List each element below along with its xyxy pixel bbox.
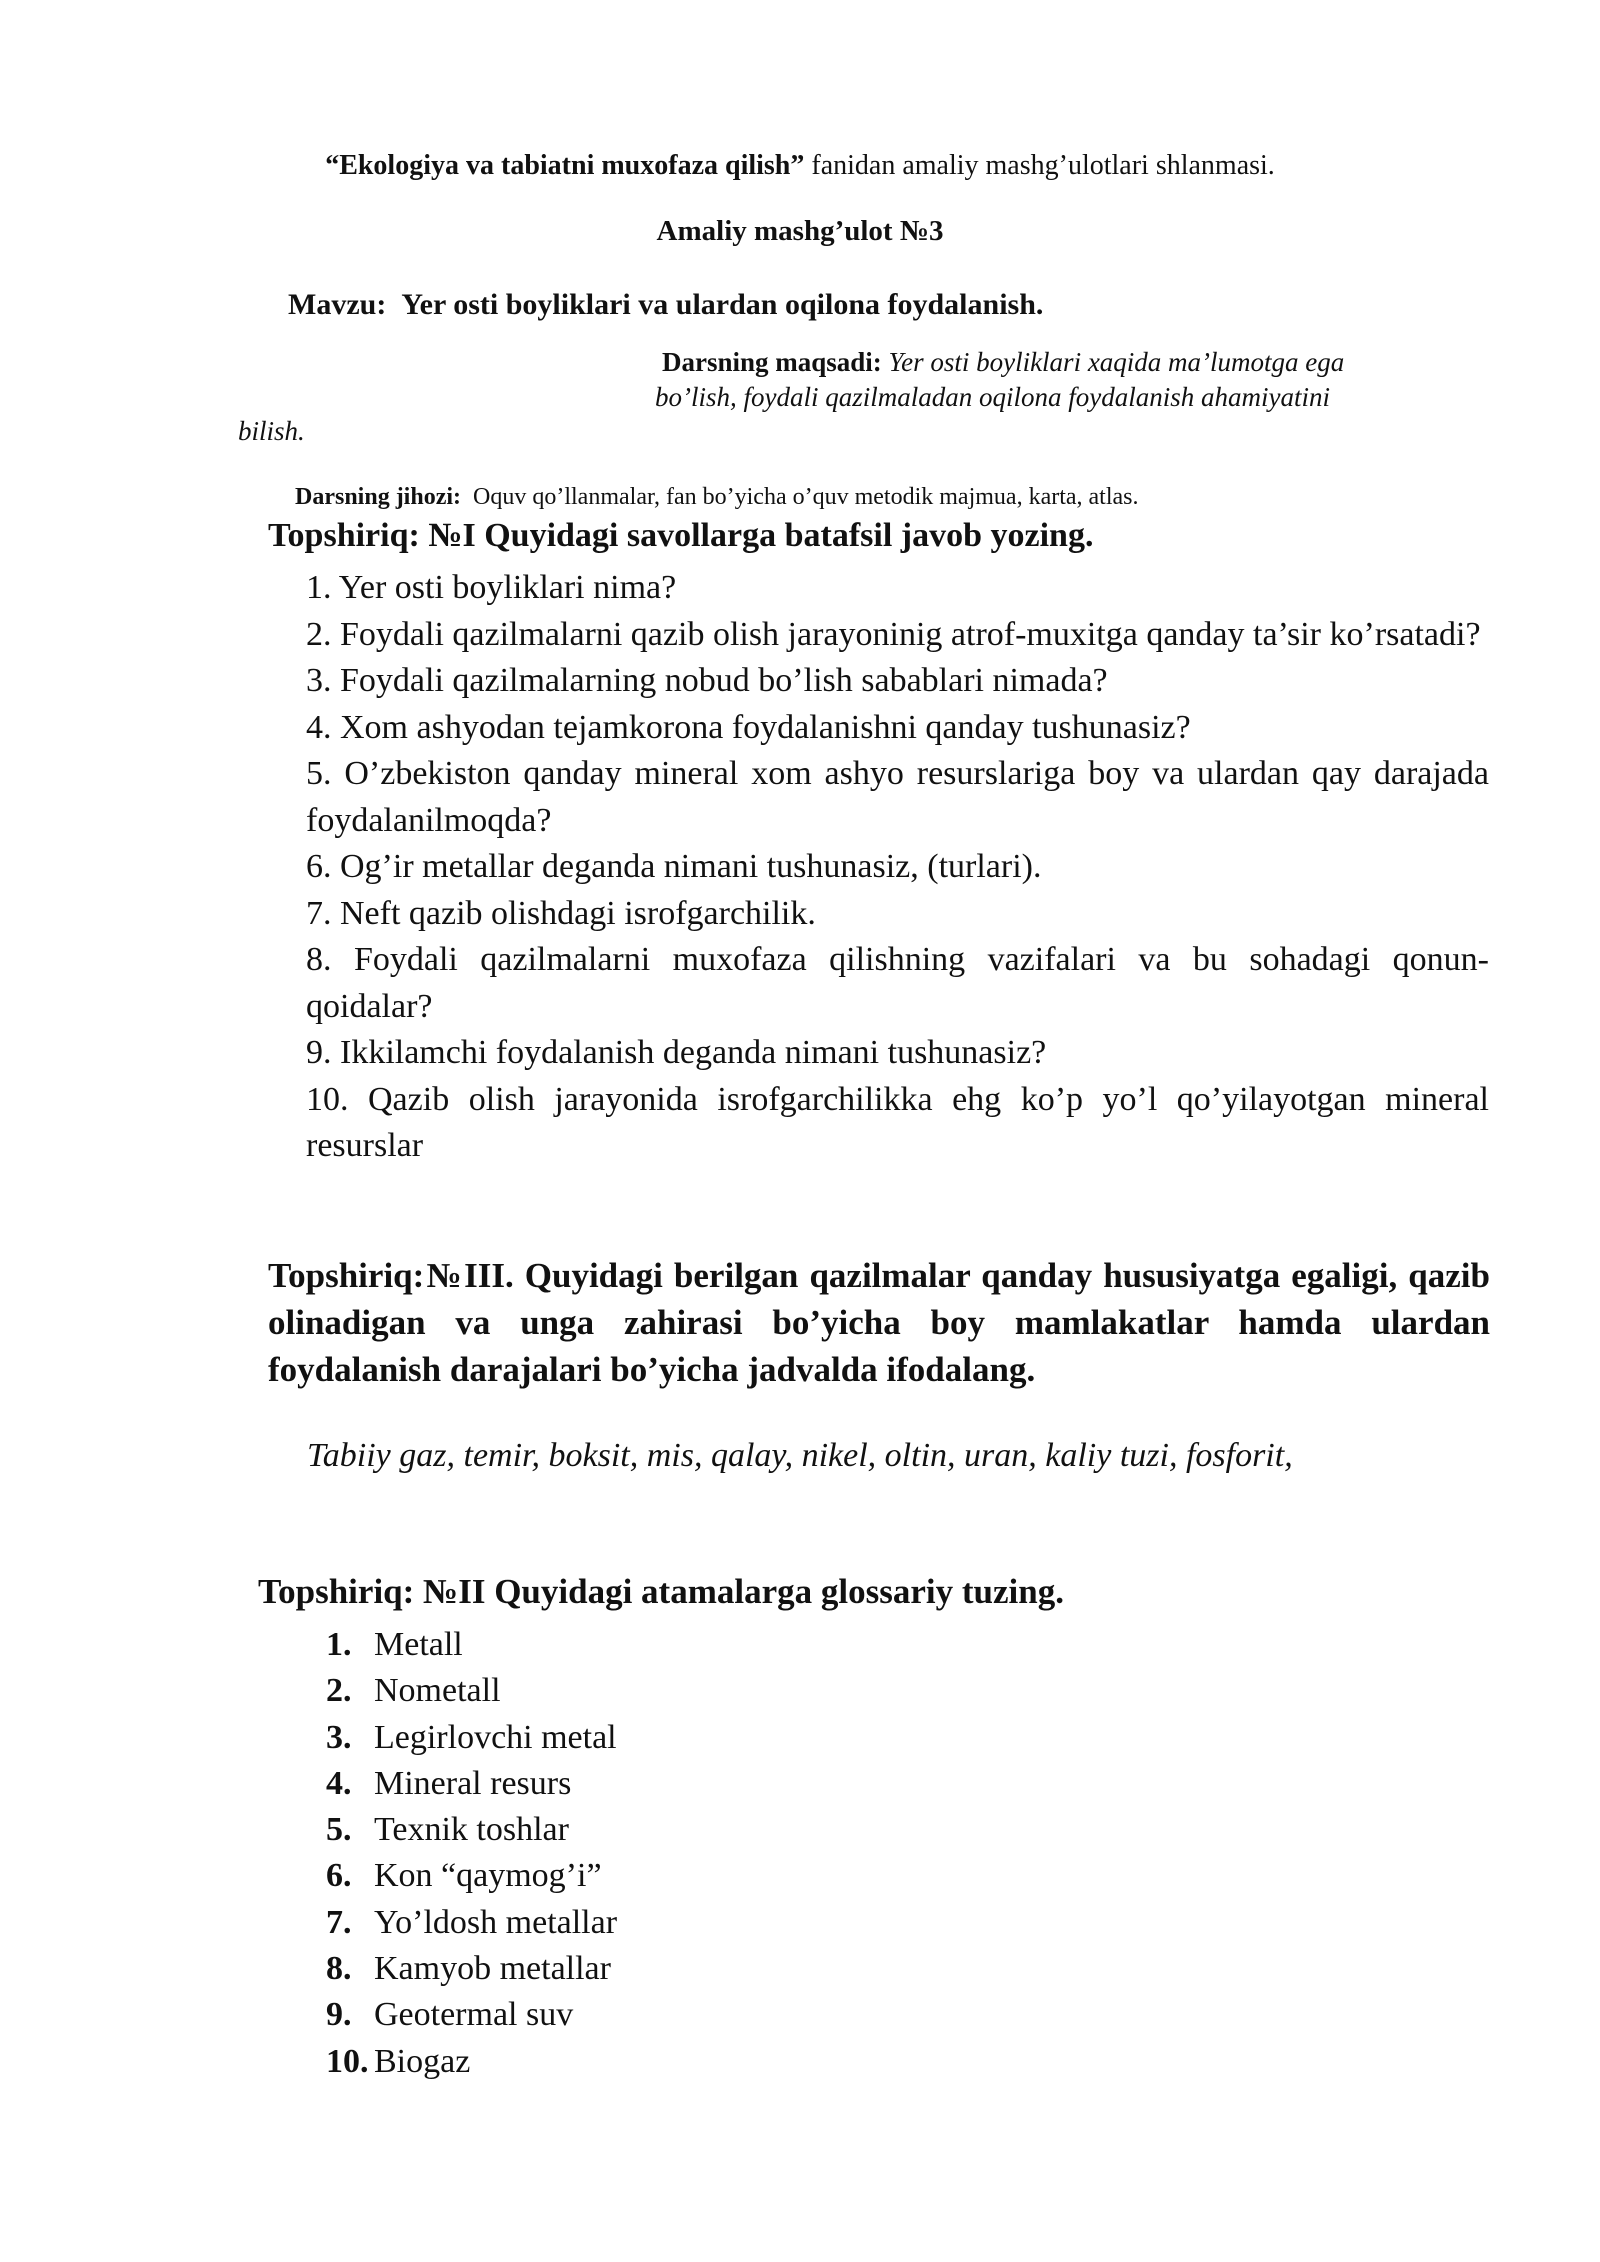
item-number: 3. (326, 1718, 352, 1756)
item-text: Yo’ldosh metallar (374, 1903, 618, 1941)
list-item (326, 1900, 617, 1946)
goal-line-1 (662, 347, 1344, 378)
goal-label: Darsning maqsadi: (662, 347, 882, 377)
list-item (326, 1992, 617, 2038)
lesson-title: Amaliy mashg’ulot №3 (656, 215, 944, 247)
topic-label: Mavzu: (288, 288, 387, 321)
task1-title: Topshiriq: №I Quyidagi savollarga batafsil javob yozing. (268, 517, 1094, 554)
item-text: Nometall (374, 1672, 501, 1710)
item-number: 5. (326, 1811, 352, 1849)
list-item (326, 1715, 617, 1761)
list-item: 3. Foydali qazilmalarning nobud bo’lish sabablari nimada? (306, 662, 1108, 699)
goal-text-1: Yer osti boyliklari xaqida ma’lumotga ega (888, 347, 1345, 377)
topic-text: Yer osti boyliklari va ulardan oqilona foydalanish. (401, 288, 1044, 321)
list-item (326, 1946, 617, 1992)
list-item: 10. Qazib olish jarayonida isrofgarchilikka ehg ko’p yo’l qo’yilayotgan mineral resurslar (306, 1080, 1489, 1164)
item-text: Metall (374, 1626, 463, 1663)
list-item (326, 2039, 617, 2085)
list-item: 4. Xom ashyodan tejamkorona foydalanishni qanday tushunasiz? (306, 708, 1191, 746)
list-item: 2. Foydali qazilmalarni qazib olish jarayoninig atrof-muxitga qanday ta’sir ko’rsatadi? (306, 615, 1481, 653)
equipment-text: Oquv qo’llanmalar, fan bo’yicha o’quv metodik majmua, karta, atlas. (473, 484, 1139, 510)
list-item: 6. Og’ir metallar deganda nimani tushunasiz, (turlari). (306, 848, 1042, 885)
list-item: 5. O’zbekiston qanday mineral xom ashyo resurslariga boy va ulardan qay darajada foydalanilmoqda? (306, 755, 1489, 839)
item-text: Kamyob metallar (374, 1950, 611, 1988)
item-number: 2. (326, 1672, 352, 1710)
list-item: 8. Foydali qazilmalarni muxofaza qilishning vazifalari va bu sohadagi qonun-qoidalar? (306, 941, 1489, 1025)
item-number: 7. (326, 1903, 352, 1941)
equipment-line (295, 484, 1139, 511)
goal-text-3: bilish. (238, 416, 305, 446)
document-subtitle: fanidan amaliy mashg’ulotlari shlanmasi. (804, 150, 1275, 181)
equipment-label: Darsning jihozi: (295, 484, 462, 510)
item-text: Legirlovchi metal (374, 1718, 617, 1756)
item-number: 10. (326, 2042, 369, 2080)
item-text: Texnik toshlar (374, 1811, 569, 1849)
item-text: Biogaz (374, 2042, 471, 2080)
goal-text-2: bo’lish, foydali qazilmaladan oqilona foydalanish ahamiyatini (655, 382, 1330, 412)
glossary-list (326, 1622, 617, 2085)
item-text: Mineral resurs (374, 1764, 572, 1802)
list-item (326, 1761, 617, 1807)
list-item: 7. Neft qazib olishdagi isrofgarchilik. (306, 894, 816, 932)
item-text: Geotermal suv (374, 1996, 574, 2034)
list-item: 9. Ikkilamchi foydalanish deganda nimani tushunasiz? (306, 1034, 1047, 1071)
topic-line (288, 288, 1043, 322)
list-item (326, 1622, 617, 1668)
item-number: 4. (326, 1764, 352, 1802)
list-item (326, 1668, 617, 1714)
minerals-list: Tabiiy gaz, temir, boksit, mis, qalay, nikel, oltin, uran, kaliy tuzi, fosforit, (307, 1437, 1293, 1474)
item-number: 6. (326, 1857, 352, 1895)
item-number: 1. (326, 1626, 352, 1663)
item-number: 9. (326, 1996, 352, 2034)
task3-title: Topshiriq:№III. Quyidagi berilgan qazilmalar qanday hususiyatga egaligi, qazib olinadigan va unga zahirasi bo’yicha boy mamlakatlar hamda ulardan foydalanish darajalari bo’yicha jadvalda ifodalang. (268, 1256, 1490, 1389)
document-header (0, 150, 1600, 182)
task2-title: Topshiriq: №II Quyidagi atamalarga glossariy tuzing. (258, 1572, 1064, 1611)
list-item (326, 1853, 617, 1899)
course-title: “Ekologiya va tabiatni muxofaza qilish” (325, 150, 805, 181)
list-item: 1. Yer osti boyliklari nima? (306, 569, 677, 606)
item-text: Kon “qaymog’i” (374, 1857, 602, 1895)
question-list (306, 565, 1489, 1170)
list-item (326, 1807, 617, 1853)
item-number: 8. (326, 1950, 352, 1988)
